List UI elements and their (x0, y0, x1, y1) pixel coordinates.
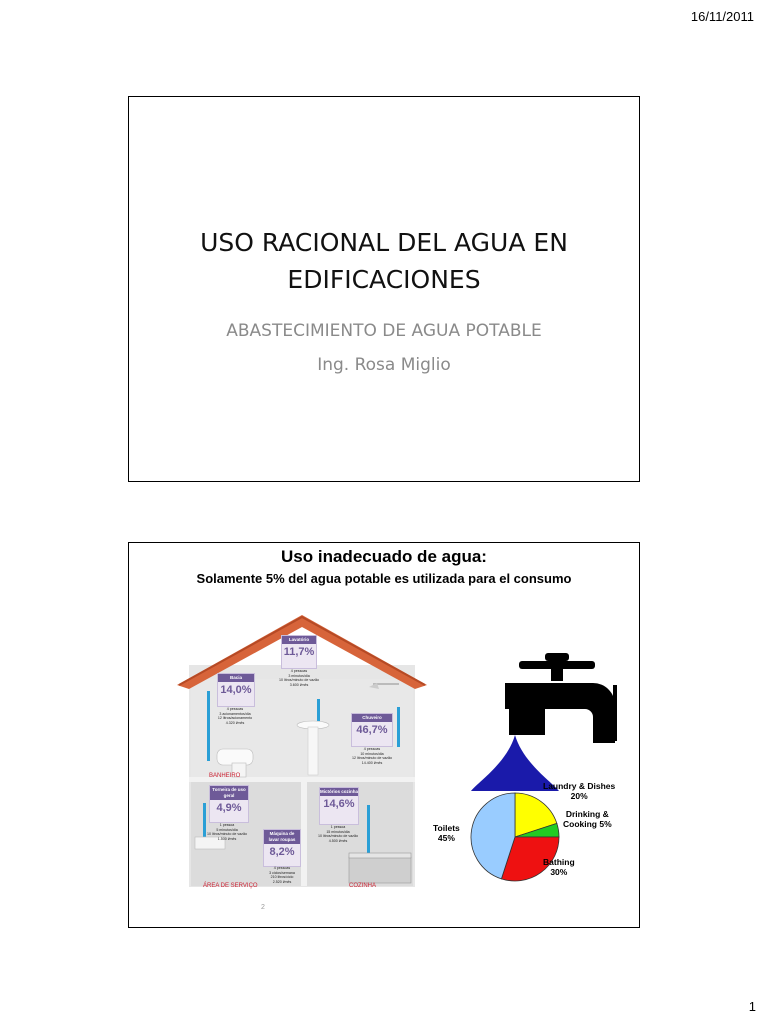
pie-label-line: 45% (437, 833, 455, 843)
usage-card-note-bacia (209, 707, 261, 725)
usage-card-title: Torneira de uso geral (210, 786, 248, 800)
usage-card-title: Lavatório (282, 636, 316, 644)
note-line: 1 pessoa (219, 823, 235, 827)
usage-card-title: Mictórios cozinha (320, 789, 359, 794)
usage-card-title: Chuveiro (352, 714, 392, 722)
note-line: 5 minutos/dia (216, 827, 238, 832)
note-line: 1.500 l/mês (217, 836, 237, 841)
usage-card-title: Máquina de lavar roupas (264, 830, 300, 844)
note-line: 12 litros/acionamento (217, 716, 253, 721)
note-line: 3.600 l/mês (289, 682, 309, 687)
note-line: 4 pessoas (226, 707, 244, 711)
note-line: 210 litros/ciclo (270, 875, 294, 880)
note-line: 4.500 l/mês (328, 838, 348, 843)
pie-label-line: Bathing (543, 857, 575, 867)
usage-card-note-torneira (199, 823, 255, 841)
note-line: 10 litros/minuto de vazão (207, 832, 247, 837)
page-number: 1 (748, 999, 756, 1014)
note-line: 4 pessoas (290, 669, 308, 673)
pie-label-drinking (563, 809, 612, 829)
usage-card-percent: 8,2% (269, 846, 295, 858)
usage-card-note-maquina (257, 866, 307, 884)
pie-label-laundry (543, 781, 615, 801)
slide-1-title (129, 224, 639, 298)
note-line: 10 litros/minuto de vazão (279, 678, 319, 683)
note-line: 3 acionamentos/dia (219, 711, 251, 716)
usage-card-cozinha (319, 787, 359, 825)
house-illustration (177, 607, 427, 889)
pie-label-line: Drinking & (565, 809, 609, 819)
pie-label-line: Toilets (433, 823, 460, 833)
note-line: 14.400 l/mês (361, 760, 383, 765)
usage-card-lavatorio (281, 635, 317, 669)
note-line: 4 pessoas (363, 747, 381, 751)
room-label-bathroom: BANHEIRO (209, 773, 241, 779)
usage-card-percent: 46,7% (356, 724, 388, 736)
usage-card-note-lavatorio (273, 669, 325, 687)
usage-card-percent: 11,7% (283, 646, 315, 658)
room-label-kitchen: COZINHA (349, 883, 376, 889)
usage-card-title: Bacia (218, 674, 254, 682)
usage-card-percent: 14,0% (220, 684, 252, 696)
note-line: 4.320 l/mês (225, 720, 245, 725)
note-line: 10 minutos/dia (360, 751, 384, 756)
usage-card-note-chuveiro (345, 747, 399, 765)
pie-label-line: Laundry & Dishes (543, 781, 616, 791)
note-line: 2.520 l/mês (272, 879, 292, 884)
usage-card-bacia (217, 673, 255, 707)
water-pie-chart (417, 643, 637, 893)
slide-1 (128, 96, 640, 482)
note-line: 15 minutos/dia (326, 829, 350, 834)
slide-1-author: Ing. Rosa Miglio (317, 355, 451, 375)
note-line: 4 pessoas (273, 866, 291, 870)
note-line: 3 minutos/dia (288, 673, 310, 678)
usage-card-note-cozinha (311, 825, 365, 843)
slide-2-number: 2 (261, 904, 265, 911)
usage-card-torneira (209, 785, 249, 823)
pie-label-bathing (543, 857, 575, 877)
pie-label-line: Cooking 5% (563, 819, 612, 829)
slide-1-subtitle: ABASTECIMIENTO DE AGUA POTABLE (226, 321, 542, 341)
slide-1-title-line-2: EDIFICACIONES (287, 265, 481, 294)
usage-card-percent: 14,6% (323, 798, 355, 810)
slide-1-title-line-1: USO RACIONAL DEL AGUA EN (200, 228, 568, 257)
faucet-icon (505, 653, 617, 743)
slide-2-title: Uso inadecuado de agua: (281, 547, 487, 566)
pie-label-line: 20% (570, 791, 588, 801)
note-line: 3 ciclos/semana (269, 870, 295, 875)
usage-card-maquina (263, 829, 301, 867)
pie-label-line: 30% (550, 867, 568, 877)
note-line: 12 litros/minuto de vazão (352, 756, 392, 761)
room-label-service: ÁREA DE SERVIÇO (203, 883, 258, 889)
usage-card-percent: 4,9% (216, 802, 242, 814)
slide-2 (128, 542, 640, 928)
slide-2-subtitle: Solamente 5% del agua potable es utilizada para el consumo (196, 571, 572, 586)
usage-card-chuveiro (351, 713, 393, 747)
note-line: 1 pessoa (330, 825, 346, 829)
note-line: 10 litros/minuto de vazão (318, 834, 358, 839)
header-date: 16/11/2011 (690, 9, 754, 24)
pie-label-toilets (433, 823, 460, 843)
